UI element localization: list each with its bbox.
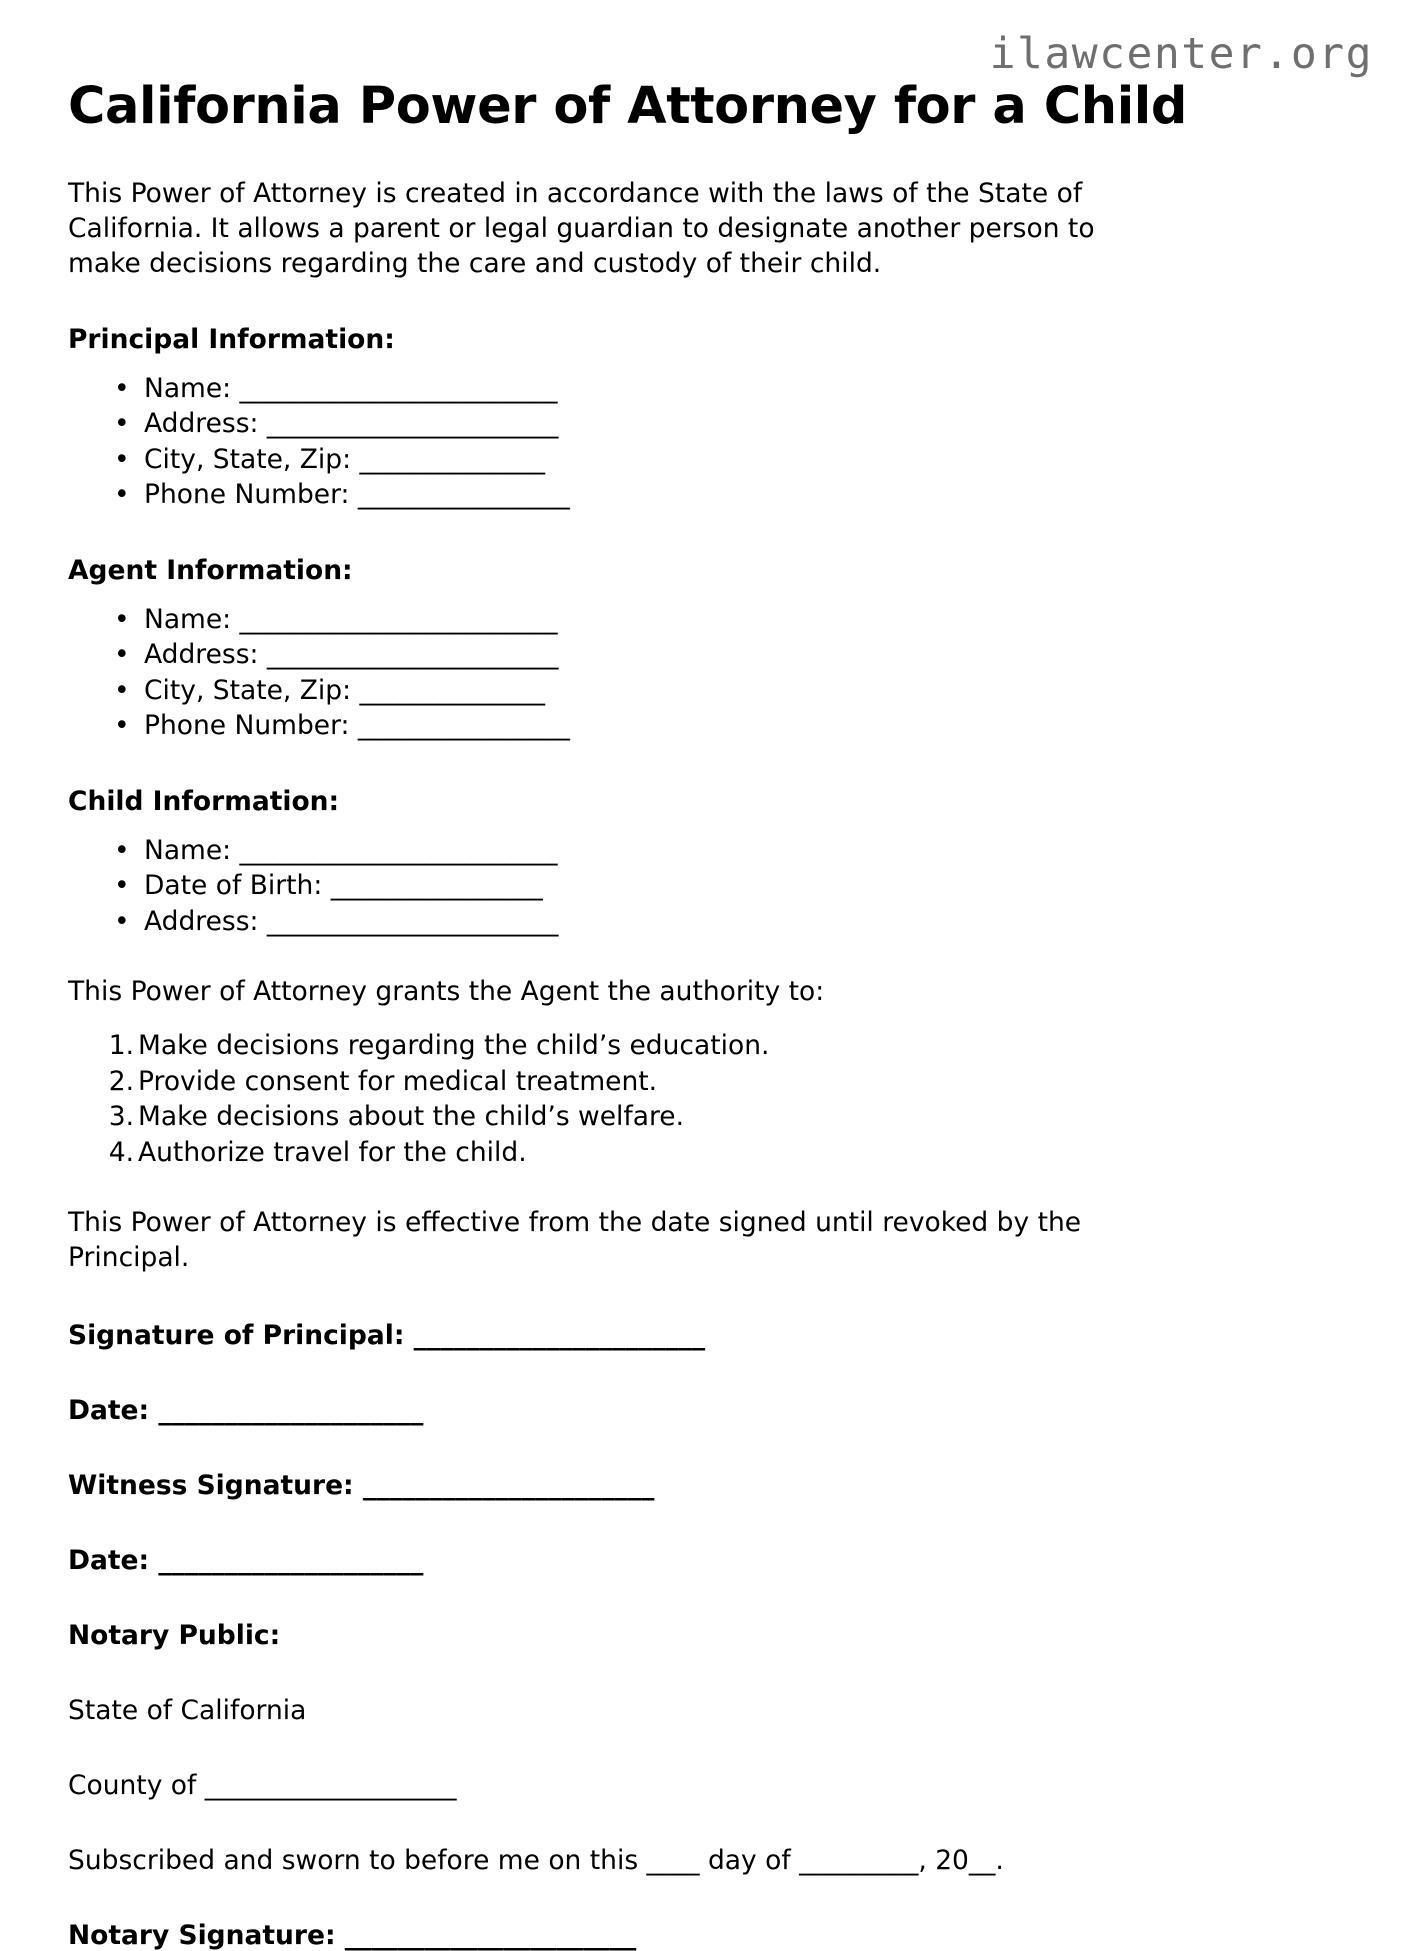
principal-signature-line: Signature of Principal: ______________________: [68, 1319, 706, 1351]
list-item: Make decisions regarding the child’s education.: [138, 1030, 770, 1062]
list-item: • Name: ________________________: [144, 602, 1343, 638]
list-item: • Address: ______________________: [144, 904, 1343, 940]
principal-date-line: Date: ____________________: [68, 1394, 424, 1426]
authority-lead-in: This Power of Attorney grants the Agent the authority to:: [68, 976, 825, 1008]
list-item: Provide consent for medical treatment.: [138, 1065, 658, 1097]
notary-state-line: State of California: [68, 1694, 307, 1726]
principal-information-heading: Principal Information:: [68, 323, 395, 355]
list-item: • Phone Number: ________________: [144, 708, 1343, 744]
witness-signature-line: Witness Signature: ______________________: [68, 1469, 655, 1501]
notary-public-heading: Notary Public:: [68, 1619, 281, 1651]
list-item: • City, State, Zip: ______________: [144, 673, 1343, 709]
list-item: • Address: ______________________: [144, 406, 1343, 442]
page-title: California Power of Attorney for a Child: [68, 77, 1187, 136]
intro-paragraph: This Power of Attorney is created in accordance with the laws of the State of California. It allows a parent or legal guardian to designate another person to make decisions regarding the care and custody of their child.: [68, 177, 1095, 279]
notary-signature-line: Notary Signature: ______________________: [68, 1919, 637, 1951]
authority-list: [68, 1010, 1343, 1170]
notary-sworn-line: Subscribed and sworn to before me on this ____ day of _________, 20__.: [68, 1844, 1004, 1876]
list-item: Make decisions about the child’s welfare.: [138, 1101, 685, 1133]
list-item: • Address: ______________________: [144, 637, 1343, 673]
list-item: • Name: ________________________: [144, 371, 1343, 407]
agent-information-heading: Agent Information:: [68, 554, 353, 586]
witness-date-line: Date: ____________________: [68, 1544, 424, 1576]
effective-clause: This Power of Attorney is effective from the date signed until revoked by the Principal.: [68, 1207, 1082, 1273]
notary-county-line: County of ___________________: [68, 1769, 457, 1801]
list-item: Authorize travel for the child.: [138, 1136, 527, 1168]
list-item: • Phone Number: ________________: [144, 477, 1343, 513]
principal-fields-list: [68, 355, 1343, 513]
list-item: • Date of Birth: ________________: [144, 868, 1343, 904]
child-information-heading: Child Information:: [68, 785, 340, 817]
list-item: • City, State, Zip: ______________: [144, 442, 1343, 478]
child-fields-list: [68, 817, 1343, 940]
list-item: • Name: ________________________: [144, 833, 1343, 869]
agent-fields-list: [68, 586, 1343, 744]
site-watermark: ilawcenter.org: [989, 29, 1373, 79]
